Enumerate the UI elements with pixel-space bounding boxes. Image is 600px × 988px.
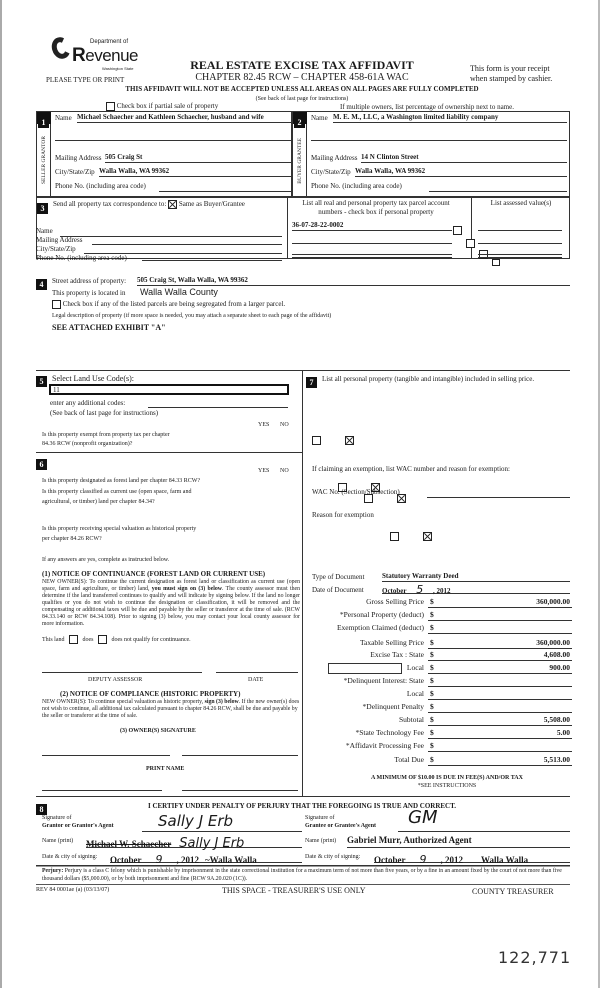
fee-value: 4,608.00	[543, 650, 570, 659]
buyer-phone-label: Phone No. (including area code)	[311, 182, 402, 190]
fee-value: 360,000.00	[536, 597, 570, 606]
fee-value: 900.00	[549, 663, 570, 672]
fee-label: Local	[406, 663, 424, 672]
parcel-4-personal-checkbox[interactable]	[492, 259, 500, 266]
fee-value: 5,508.00	[543, 715, 570, 724]
notice-continuance-title: (1) NOTICE OF CONTINUANCE (FOREST LAND OR CURRENT USE)	[42, 570, 266, 578]
parcel-3-assessed[interactable]	[478, 247, 562, 255]
local-jurisdiction-box[interactable]	[328, 663, 402, 674]
fee-amount-field[interactable]	[428, 676, 572, 687]
fee-label: *Delinquent Interest: State	[343, 676, 424, 685]
no-header: NO	[280, 422, 289, 428]
section-5-badge: 5	[36, 371, 47, 389]
dollar-sign: $	[430, 702, 434, 711]
qualify-does-checkbox[interactable]	[69, 635, 78, 644]
fee-row-subtotal	[302, 715, 600, 727]
fee-label: Exemption Claimed (deduct)	[336, 623, 424, 632]
fee-label: Taxable Selling Price	[359, 638, 424, 647]
land-use-code-field[interactable]: 11	[49, 384, 289, 395]
doc-date-day-handwritten: 5	[416, 583, 424, 596]
grantee-name-field[interactable]: Gabriel Murr, Authorized Agent	[347, 835, 570, 848]
fee-amount-field[interactable]	[428, 663, 572, 674]
fee-amount-field[interactable]	[428, 597, 572, 608]
fee-amount-field[interactable]	[428, 702, 572, 713]
continuance-qualify-row: This land does does not qualify for continuance.	[42, 636, 191, 643]
grantee-signature-label: Grantee or Grantee's Agent	[305, 823, 377, 829]
parcel-1-personal-checkbox[interactable]	[453, 226, 462, 235]
notice-compliance-body: NEW OWNER(S): To continue special valuation as historic property, sign (3) below. If the new owner(s) does not wish to continue, all additional tax calculated pursuant to chapter 84.26 RCW, shall be due and payable by the seller or transferor at the time of sale.	[42, 699, 300, 719]
buyer-city-label: City/State/Zip	[311, 168, 351, 176]
corr-city-label: City/State/Zip	[36, 245, 76, 253]
fee-label: *Delinquent Penalty	[362, 702, 424, 711]
reason-label: Reason for exemption	[312, 511, 374, 519]
grantee-signature[interactable]: GM	[398, 806, 570, 832]
corr-phone-field[interactable]	[142, 255, 282, 261]
grantor-date-field[interactable]: October 9 , 2012 ~Walla Walla	[110, 850, 302, 863]
partial-sale-checkbox-row[interactable]	[106, 102, 218, 111]
personal-property-label: List all personal property (tangible and intangible) included in selling price.	[322, 375, 535, 383]
exempt-yes-checkbox[interactable]	[312, 436, 321, 445]
buyer-name-label: Name	[311, 114, 328, 122]
fee-row-exemption	[302, 623, 600, 635]
fee-amount-field[interactable]	[428, 638, 572, 649]
fee-row-delinquent-interest-local	[302, 689, 600, 701]
fee-amount-field[interactable]	[428, 741, 572, 752]
dollar-sign: $	[430, 728, 434, 737]
section-4-badge: 4	[36, 274, 47, 292]
if-yes-note: If any answers are yes, complete as instructed below.	[42, 557, 170, 563]
corr-name-label: Name	[36, 227, 53, 235]
exempt-question-1: Is this property exempt from property tax per chapter	[42, 432, 170, 438]
fee-row-processing-fee	[302, 741, 600, 753]
receipt-note-1: This form is your receipt	[470, 64, 550, 73]
section-2-badge: 2	[293, 112, 307, 124]
certification-statement: I CERTIFY UNDER PENALTY OF PERJURY THAT THE FOREGOING IS TRUE AND CORRECT.	[147, 802, 456, 810]
personal-property-field[interactable]	[322, 396, 570, 444]
completion-warning: THIS AFFIDAVIT WILL NOT BE ACCEPTED UNLESS ALL AREAS ON ALL PAGES ARE FULLY COMPLETED	[125, 85, 479, 93]
fee-amount-field[interactable]	[428, 610, 572, 621]
fee-label: *State Technology Fee	[355, 728, 424, 737]
legal-description-field[interactable]: SEE ATTACHED EXHIBIT "A"	[52, 323, 166, 332]
buyer-phone-field[interactable]	[429, 182, 567, 192]
seller-side-label: SELLER GRANTOR	[40, 136, 47, 185]
receipt-note-2: when stamped by cashier.	[470, 74, 553, 83]
grantor-signature-label: Grantor or Grantor's Agent	[42, 823, 114, 829]
fee-row-total-due	[302, 755, 600, 767]
grantor-name-label: Name (print)	[42, 838, 74, 844]
grantee-date-label: Date & city of signing:	[305, 854, 361, 860]
form-chapter: CHAPTER 82.45 RCW – CHAPTER 458-61A WAC	[195, 72, 409, 83]
parcel-2-personal-checkbox[interactable]	[466, 239, 475, 248]
additional-codes-label: enter any additional codes:	[50, 399, 126, 407]
fee-amount-field[interactable]	[428, 650, 572, 661]
fee-amount-field[interactable]	[428, 623, 572, 634]
doc-date-field[interactable]: October 5 , 2012	[382, 583, 570, 594]
buyer-city-field[interactable]: Walla Walla, WA 99362	[355, 167, 567, 177]
segregated-checkbox[interactable]	[52, 300, 61, 309]
parcel-number-4[interactable]	[292, 257, 452, 258]
dollar-sign: $	[430, 638, 434, 647]
dollar-sign: $	[430, 715, 434, 724]
partial-sale-label: Check box if partial sale of property	[116, 102, 219, 111]
grantee-name-label: Name (print)	[305, 838, 337, 844]
dollar-sign: $	[430, 676, 434, 685]
dollar-sign: $	[430, 623, 434, 632]
section-8-badge: 8	[36, 799, 47, 817]
fee-row-delinquent-interest-state	[302, 676, 600, 688]
assessed-header: List assessed value(s)	[490, 199, 552, 207]
historic-question-1: Is this property receiving special valuation as historical property	[42, 526, 197, 532]
county-treasurer-label: COUNTY TREASURER	[472, 887, 554, 896]
fee-row-excise-local	[302, 663, 600, 675]
perjury-notice: Perjury: Perjury is a class C felony which is punishable by imprisonment in the state correctional institution for a maximum term of not more than five years, or by a fine in an amount fixed by the court of not more than five thousand dollars ($5,000.00), or by both imprisonment and fine (RCW 9A.20.020 (1C)).	[42, 868, 562, 882]
print-name-line-1[interactable]	[42, 790, 162, 791]
fee-label: Total Due	[394, 755, 424, 764]
segregated-row[interactable]: Check box if any of the listed parcels are being segregated from a larger parcel.	[52, 300, 285, 309]
current-use-question-1: Is this property classified as current use (open space, farm and	[42, 489, 192, 495]
exempt-question-2: 84.36 RCW (nonprofit organization)?	[42, 441, 133, 447]
street-address-field[interactable]: 505 Craig St, Walla Walla, WA 99362	[137, 276, 570, 286]
qualify-does-not-checkbox[interactable]	[98, 635, 107, 644]
seller-name-line-2[interactable]	[55, 140, 291, 141]
wac-label: WAC No. (Section/Subsection)	[312, 488, 400, 496]
dollar-sign: $	[430, 650, 434, 659]
parcel-1-assessed[interactable]	[478, 222, 562, 231]
parcels-header-1: List all real and personal property tax parcel account	[302, 199, 450, 207]
corr-phone-label: Phone No. (including area code)	[36, 254, 127, 262]
yes-header: YES	[258, 422, 270, 428]
form-revision: REV 84 0001ae (a) (03/13/07)	[36, 887, 110, 893]
fee-row-personal-property	[302, 610, 600, 622]
deputy-assessor-label: DEPUTY ASSESSOR	[88, 677, 143, 683]
fee-amount-field[interactable]	[428, 755, 572, 766]
fee-value: 360,000.00	[536, 638, 570, 647]
seller-mailing-field[interactable]: 505 Craig St	[105, 153, 291, 163]
fee-label: Gross Selling Price	[366, 597, 424, 606]
multiple-owners-note: If multiple owners, list percentage of ownership next to name.	[340, 103, 514, 111]
corr-city-field[interactable]	[84, 246, 282, 254]
exemption-label: If claiming an exemption, list WAC number and reason for exemption:	[312, 465, 510, 473]
fee-row-gross	[302, 597, 600, 609]
buyer-name-line-2[interactable]	[311, 140, 567, 141]
fee-label: *Affidavit Processing Fee	[345, 741, 424, 750]
corr-mailing-field[interactable]	[92, 237, 282, 245]
seller-section	[36, 111, 292, 197]
buyer-section	[292, 111, 570, 197]
grantor-name-handwritten: Sally J Erb	[179, 836, 245, 851]
notice-continuance-body: NEW OWNER(S): To continue the current designation as forest land or classification as current use (open space, farm and agriculture, or timber) land, you must sign on (3) below. The county assessor must then determine if the land transferred continues to qualify and will indicate by signing below. If the land no longer qualifies or you do not wish to continue the designation or classification, it will be removed and the compensating or additional taxes will be due and payable by the seller or transferor at the time of sale. (RCW 84.33.140 or RCW 84.34.108). Prior to signing (3) below, you may contact your local county assessor for more information.	[42, 579, 300, 627]
historic-question-2: per chapter 84.26 RCW?	[42, 536, 102, 542]
land-use-see-back: (See back of last page for instructions)	[50, 409, 159, 417]
handwritten-receipt-number: 122,771	[498, 948, 572, 967]
deputy-assessor-signature-line[interactable]	[42, 672, 202, 673]
section-7-badge: 7	[306, 372, 317, 390]
owner-signature-title: (3) OWNER(S) SIGNATURE	[120, 728, 196, 734]
section-1-badge: 1	[37, 112, 51, 124]
fee-value: 5,513.00	[543, 755, 570, 764]
current-use-question-2: agricultural, or timber) land per chapter 84.34?	[42, 499, 155, 505]
dollar-sign: $	[430, 741, 434, 750]
logo-dept-text: Department of	[90, 39, 129, 45]
see-instructions-note: *SEE INSTRUCTIONS	[417, 783, 477, 789]
corr-name-field[interactable]	[60, 229, 282, 237]
seller-name-label: Name	[55, 114, 72, 122]
fee-row-technology-fee	[302, 728, 600, 740]
deputy-assessor-date-line[interactable]	[216, 672, 298, 673]
fee-label: Excise Tax : State	[370, 650, 424, 659]
grantee-date-field[interactable]: October 9 , 2012 Walla Walla	[374, 850, 570, 863]
fee-label: *Personal Property (deduct)	[339, 610, 424, 619]
fee-amount-field[interactable]	[428, 715, 572, 726]
seller-phone-label: Phone No. (including area code)	[55, 182, 146, 190]
fee-label: Local	[406, 689, 424, 698]
parcel-4-assessed[interactable]	[478, 257, 562, 258]
section-6-badge: 6	[36, 454, 47, 472]
buyer-mailing-label: Mailing Address	[311, 154, 358, 162]
grantor-date-label: Date & city of signing:	[42, 854, 98, 860]
print-name-line-2[interactable]	[182, 790, 298, 791]
grantor-name-struck: Michael W. Schaecher	[86, 839, 172, 849]
treasurer-use-label: THIS SPACE - TREASURER'S USE ONLY	[222, 886, 366, 895]
buyer-name-field[interactable]: M. E. M., LLC, a Washington limited liability company	[333, 113, 567, 123]
same-as-buyer-checkbox[interactable]	[168, 200, 177, 209]
dollar-sign: $	[430, 597, 434, 606]
dollar-sign: $	[430, 663, 434, 672]
logo-name: Revenue	[72, 45, 139, 66]
section-3-badge: 3	[37, 198, 48, 216]
print-name-label: PRINT NAME	[146, 766, 185, 772]
parcels-header-2: numbers - check box if personal property	[318, 208, 434, 216]
fee-label: Subtotal	[398, 715, 424, 724]
wac-field[interactable]	[427, 490, 570, 498]
grantor-name-field[interactable]	[86, 834, 302, 851]
minimum-note: A MINIMUM OF $10.00 IS DUE IN FEE(S) AND/OR TAX	[371, 775, 523, 781]
seller-name-field[interactable]: Michael Schaecher and Kathleen Schaecher, husband and wife	[77, 113, 291, 123]
seller-city-label: City/State/Zip	[55, 168, 95, 176]
seller-phone-field[interactable]	[159, 182, 291, 192]
parcel-2-assessed[interactable]	[478, 235, 562, 244]
dollar-sign: $	[430, 689, 434, 698]
grantor-signature[interactable]: Sally J Erb	[142, 812, 302, 832]
fee-row-delinquent-penalty	[302, 702, 600, 714]
doc-date-label: Date of Document	[312, 586, 364, 594]
fee-amount-field[interactable]	[428, 689, 572, 700]
notice-compliance-title: (2) NOTICE OF COMPLIANCE (HISTORIC PROPERTY)	[60, 690, 241, 698]
buyer-mailing-field[interactable]: 14 N Clinton Street	[361, 153, 567, 163]
fee-row-taxable	[302, 638, 600, 650]
doc-type-field[interactable]: Statutory Warranty Deed	[382, 572, 570, 582]
located-label: This property is located in	[52, 289, 126, 297]
logo-state: Washington State	[102, 66, 134, 71]
seller-city-field[interactable]: Walla Walla, WA 99362	[99, 167, 291, 177]
affidavit-page: Department of Revenue Washington State PLEASE TYPE OR PRINT REAL ESTATE EXCISE TAX AFFIDAVIT CHAPTER 82.45 RCW – CHAPTER 458-61A WAC This form is your receipt when stamped by cashier. THIS AFFIDAVIT WILL NOT BE ACCEPTED UNLESS ALL AREAS ON ALL PAGES ARE FULLY COMPLETED (See back of last page for instructions) Check box if partial sale of property If multiple owners, list percentage of ownership next to name. 1 SELLER GRANTOR Name Michael Schaecher and Kathleen Schaecher, husband and wife Mailing Address 505 Craig St City/State/Zip Walla Walla, WA 99362 Phone No. (including area code) 2 BUYER GRANTEE Name M. E. M., LLC, a Washington limited liability company Mailing Address 14 N Clinton Street City/State/Zip Walla Walla, WA 99362 Phone No. (including area code) 3 Send all property tax correspondence to: Same as Buyer/Grantee Name Mailing Address City/State/Zip Phone No. (including area code) List all real and personal property tax parcel account numbers - check box if personal property List assessed value(s) 36-07-28-22-0002 4 Street address of property: 505 Craig St, Walla Walla, WA 99362 This property is located in Walla Walla County Check box if any of the listed parcels are being segregated from a larger parcel. Legal description of property (if more space is needed, you may attach a separate sheet to each page of the affidavit) SEE ATTACHED EXHIBIT "A" 5 Select Land Use Code(s): 11 enter any additional codes: (See back of last page for instructions) YES NO Is this property exempt from property tax per chapter 84.36 RCW (nonprofit organization)? 6 YES NO Is this property designated as forest land per chapter 84.33 RCW? Is this property classified as current use (open space, farm and agricultural, or timber) land per chapter 84.34? Is this property receiving special valuation as historical property per chapter 84.26 RCW? If any answers are yes, complete as instructed below. (1) NOTICE OF CONTINUANCE (FOREST LAND OR CURRENT USE) NEW OWNER(S): To continue the current designation as forest land or classification as current use (open space, farm and agriculture, or timber) land, you must sign on (3) below. The county assessor must then determine if the land transferred continues to qualify and will indicate by signing below. If the land no longer qualifies or you do not wish to continue the designation or classification, it will be removed and the compensating or additional taxes will be due and payable by the seller or transferor at the time of sale. (RCW 84.33.140 or RCW 84.34.108). Prior to signing (3) below, you may contact your local county assessor for more information. This land does does not qualify for continuance. DEPUTY ASSESSOR DATE (2) NOTICE OF COMPLIANCE (HISTORIC PROPERTY) NEW OWNER(S): To continue special valuation as historic property, sign (3) below. If the new owner(s) does not wish to continue, all additional tax calculated pursuant to chapter 84.26 RCW, shall be due and payable by the seller or transferor at the time of sale. (3) OWNER(S) SIGNATURE PRINT NAME 7 List all personal property (tangible and intangible) included in selling price. If claiming an exemption, list WAC number and reason for exemption: WAC No. (Section/Subsection) Reason for exemption Type of Document Statutory Warranty Deed Date of Document October 5 , 2012 Gross Selling Price $ 360,000.00 *Personal Property (deduct) $ Exemption Claimed (deduct) $ Taxable Selling Price $ 360,000.00 Excise Tax : State $ 4,608.00 Local $ 900.00 *Delinquent Interest: State $ Local $ *Delinquent Penalty $ Subtotal $ 5,508.00 *State Technology Fee $ 5.00 *Affidavit Processing Fee $ Total Due $ 5,513.00 A MINIMUM OF $10.00 IS DUE IN FEE(S) AND/OR TAX *SEE INSTRUCTIONS 8 I CERTIFY UNDER PENALTY OF PERJURY THAT THE FOREGOING IS TRUE AND CORRECT. Signature of Grantor or Grantor's Agent Sally J Erb Name (print) Michael W. Schaecher Sally J Erb Date & city of signing: October 9 , 2012 ~Walla Walla Signature of Grantee or Grantee's Agent GM Name (print) Gabriel Murr, Authorized Agent Date & city of signing: October 9 , 2012 Walla Walla Perjury: Perjury is a class C felony which is punishable by imprisonment in the state correctional institution for a maximum term of not more than five years, or by a fine in an amount fixed by the court of not more than five thousand dollars ($5,000.00), or by both imprisonment and fine (RCW 9A.20.020 (1C)). REV 84 0001ae (a) (03/13/07) THIS SPACE - TREASURER'S USE ONLY COUNTY TREASURER 122,771	[0, 0, 600, 988]
partial-sale-checkbox[interactable]	[106, 102, 115, 111]
street-address-label: Street address of property:	[52, 277, 127, 285]
form-title: REAL ESTATE EXCISE TAX AFFIDAVIT	[190, 58, 414, 72]
correspondence-row: Send all property tax correspondence to: Same as Buyer/Grantee	[53, 200, 245, 209]
parcel-number-1[interactable]: 36-07-28-22-0002	[292, 221, 452, 231]
legal-description-label: Legal description of property (if more space is needed, you may attach a separate sheet to each page of the affidavit)	[52, 313, 332, 319]
owner-signature-line-2[interactable]	[182, 755, 298, 756]
see-back-note: (See back of last page for instructions)	[255, 96, 349, 102]
additional-codes-field[interactable]	[148, 400, 288, 408]
reason-field[interactable]	[312, 522, 570, 568]
please-type-note: PLEASE TYPE OR PRINT	[46, 76, 125, 84]
doc-type-label: Type of Document	[312, 573, 365, 581]
deputy-date-label: DATE	[248, 677, 264, 683]
seller-mailing-label: Mailing Address	[55, 154, 102, 162]
corr-mailing-label: Mailing Address	[36, 236, 83, 244]
dollar-sign: $	[430, 610, 434, 619]
dollar-sign: $	[430, 755, 434, 764]
buyer-side-label: BUYER GRANTEE	[296, 137, 303, 184]
land-use-label: Select Land Use Code(s):	[52, 374, 134, 383]
fee-value: 5.00	[556, 728, 570, 737]
owner-signature-line-1[interactable]	[42, 755, 170, 756]
parcel-number-2[interactable]	[292, 234, 452, 244]
county-field[interactable]: Walla Walla County	[140, 287, 218, 297]
fee-amount-field[interactable]	[428, 728, 572, 739]
fee-row-excise-state	[302, 650, 600, 662]
same-as-buyer-label: Same as Buyer/Grantee	[178, 200, 245, 209]
parcel-number-3[interactable]	[292, 247, 452, 255]
forest-question: Is this property designated as forest land per chapter 84.33 RCW?	[42, 478, 201, 484]
